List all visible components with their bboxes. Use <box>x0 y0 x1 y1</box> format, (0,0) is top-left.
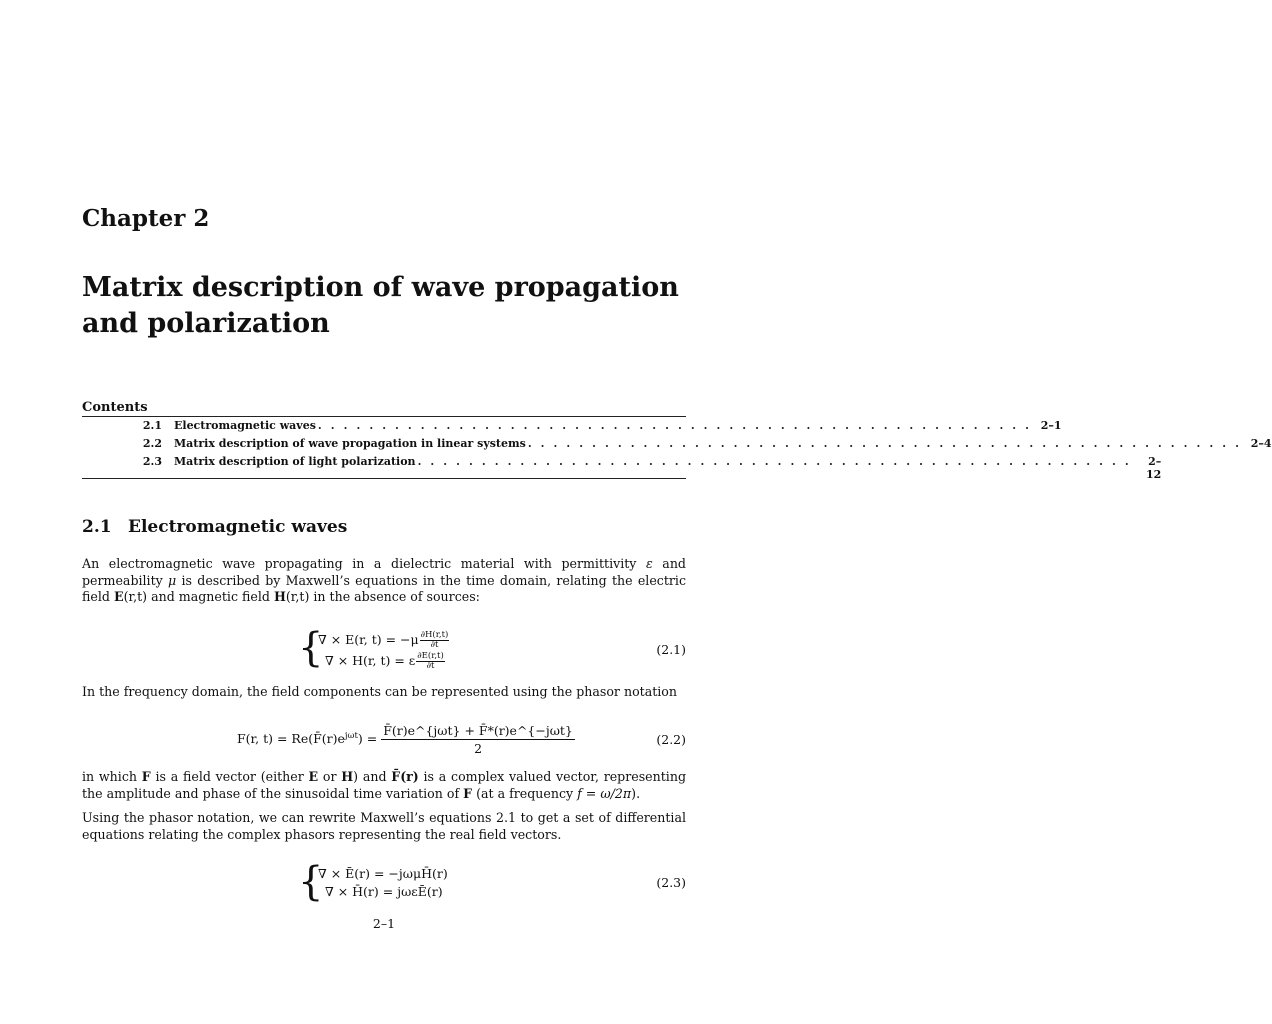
toc-entry-number: 2.3 <box>142 455 162 468</box>
contents-heading: Contents <box>82 400 148 415</box>
text-run: and magnetic field <box>147 589 274 604</box>
equation-number: (2.1) <box>656 642 686 657</box>
text-run: ) and <box>353 769 392 784</box>
fraction <box>416 652 444 671</box>
text-run: ). <box>631 785 641 801</box>
text-run: in which <box>82 769 142 784</box>
toc-entry-page: 2–4 <box>1250 437 1272 450</box>
chapter-label: Chapter 2 <box>82 205 210 232</box>
toc-leader-dots: . . . . . . . . . . . . . . . . . . . . . . . . . . . . . . . . . . . . . . . . . . . . . . . . . . . . . . . . <box>417 455 1132 468</box>
text-run: in the absence of sources: <box>309 589 480 604</box>
paragraph-intro <box>82 556 686 606</box>
equation-2-2 <box>237 722 575 757</box>
paragraph-rewrite: Using the phasor notation, we can rewrite Maxwell’s equations 2.1 to get a set of differential equations relating the complex phasors representing the real field vectors. <box>82 810 686 842</box>
table-of-contents <box>82 400 1272 481</box>
eq-lhs: ∇ × E(r, t) = −μ <box>318 632 419 647</box>
math-epsilon: ε <box>645 556 653 571</box>
section-title: Electromagnetic waves <box>128 517 348 537</box>
math-frequency: f = ω/2π <box>577 785 632 801</box>
toc-leader-dots: . . . . . . . . . . . . . . . . . . . . . . . . . . . . . . . . . . . . . . . . . . . . . . . . . . . . . . . . <box>527 437 1242 450</box>
equation-2-3-line-1: ∇ × Ē(r) = −jωμH̄(r) <box>318 866 448 881</box>
contents-bottom-rule <box>82 478 686 479</box>
toc-entry-page: 2–12 <box>1145 455 1162 481</box>
math-E-vector: E <box>308 769 319 784</box>
text-run: and permeability <box>82 556 686 588</box>
fraction-numerator: F̄(r)e^{jωt} + F̄*(r)e^{−jωt} <box>383 723 573 738</box>
math-mu: μ <box>168 572 177 588</box>
equation-2-1-line-2 <box>325 652 446 671</box>
math-E-vector: E <box>113 589 124 604</box>
text-run: is described by Maxwell’s equations in the time domain, relating the electric field <box>82 572 687 604</box>
left-brace: { <box>298 859 324 905</box>
toc-entry[interactable] <box>82 455 1162 481</box>
fraction-numerator: ∂H(r,t) <box>420 630 449 640</box>
math-H-vector: H <box>341 769 354 784</box>
text-run: (at a frequency <box>472 785 578 801</box>
chapter-title: Matrix description of wave propagation and polarization <box>82 272 679 339</box>
toc-entry[interactable] <box>82 437 1272 455</box>
equation-2-3-line-2: ∇ × H̄(r) = jωεĒ(r) <box>325 884 443 899</box>
fraction-denominator: ∂t <box>430 640 439 650</box>
toc-list <box>82 417 1272 481</box>
fraction-numerator: ∂E(r,t) <box>417 651 444 661</box>
text-run: is a field vector (either <box>150 769 309 784</box>
toc-entry-title: Matrix description of wave propagation in linear systems <box>174 437 526 450</box>
section-heading <box>82 517 347 537</box>
toc-leader-dots: . . . . . . . . . . . . . . . . . . . . . . . . . . . . . . . . . . . . . . . . . . . . . . . . . . . . . . . . <box>317 419 1032 432</box>
math-H-vector: H <box>273 589 286 604</box>
math-F-vector: F <box>463 785 473 801</box>
page-number: 2–1 <box>372 916 396 931</box>
toc-entry-number: 2.1 <box>142 419 162 432</box>
toc-entry-title: Matrix description of light polarization <box>174 455 416 468</box>
toc-entry-page: 2–1 <box>1040 419 1062 432</box>
fraction-denominator: ∂t <box>426 661 435 671</box>
fraction <box>420 631 450 650</box>
fraction-denominator: 2 <box>474 741 483 756</box>
section-number: 2.1 <box>82 517 112 537</box>
text-run: (r,t) <box>285 589 310 604</box>
eq-superscript: jωt <box>344 730 358 741</box>
equation-number: (2.2) <box>656 732 686 747</box>
eq-lhs: ∇ × H(r, t) = ε <box>325 653 416 668</box>
paragraph-field-vector <box>82 769 686 802</box>
toc-entry[interactable] <box>82 419 1062 437</box>
text-run: (r,t) <box>123 589 148 604</box>
fraction <box>381 722 575 757</box>
text-run: is a complex valued vector, representing the amplitude and phase of the sinusoidal time variation of <box>82 769 687 801</box>
math-F-phasor: F̄(r) <box>391 769 419 784</box>
math-F-vector: F <box>141 769 151 784</box>
eq-lhs: F(r, t) = Re(F̄(r)e <box>237 731 345 746</box>
left-brace: { <box>298 625 324 671</box>
text-run: or <box>318 769 342 784</box>
toc-entry-title: Electromagnetic waves <box>174 419 316 432</box>
equation-2-1-line-1 <box>318 631 450 650</box>
equation-number: (2.3) <box>656 875 686 890</box>
paragraph-phasor: In the frequency domain, the field components can be represented using the phasor notation <box>82 684 677 699</box>
toc-entry-number: 2.2 <box>142 437 162 450</box>
eq-lhs-end: ) = <box>357 731 378 746</box>
text-run: An electromagnetic wave propagating in a dielectric material with permittivity <box>82 556 646 571</box>
